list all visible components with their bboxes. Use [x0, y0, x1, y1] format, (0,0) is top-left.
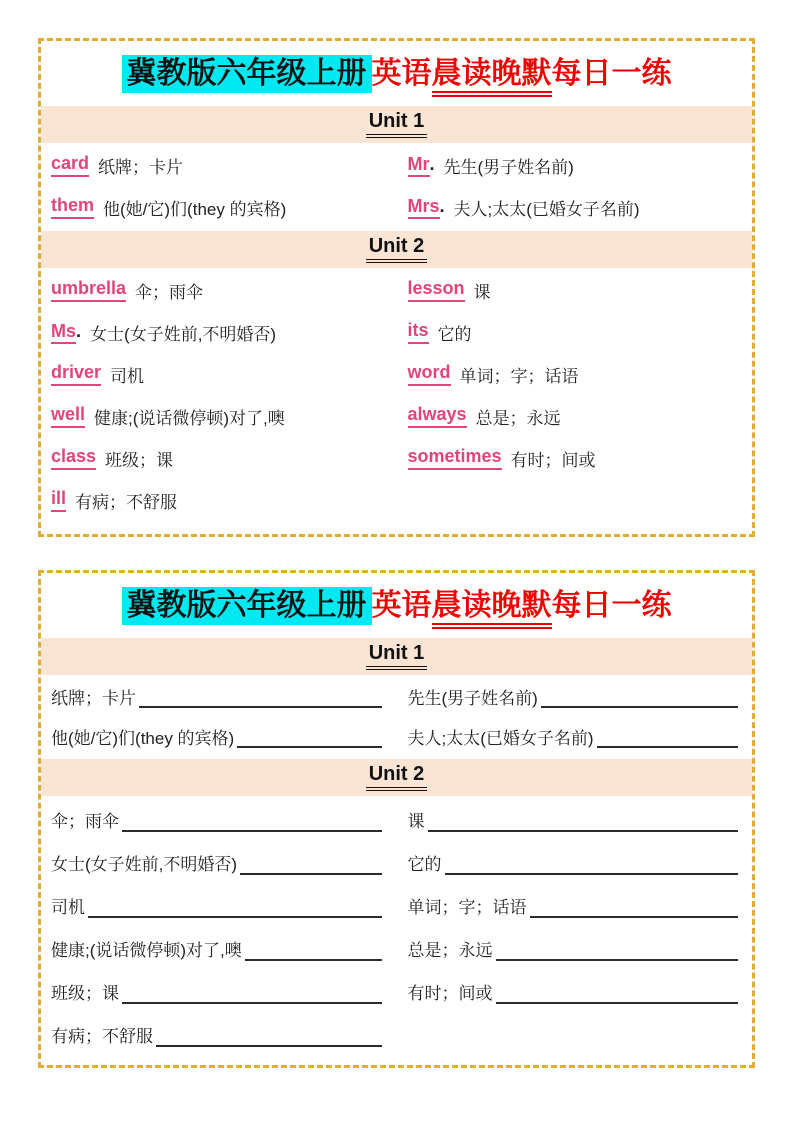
chinese-meaning: 女士(女子姓前,不明婚否): [90, 325, 277, 344]
chinese-meaning: 先生(男子姓名前): [407, 689, 538, 708]
unit-1-vocab-grid: [41, 143, 752, 231]
vocab-entry: [51, 480, 384, 522]
answer-blank: [122, 830, 382, 832]
title-subject: 英语: [371, 57, 432, 90]
practice-entry: [51, 677, 384, 717]
chinese-meaning: 健康;(说话微停顿)对了,噢: [94, 409, 285, 428]
chinese-meaning: 司机: [110, 367, 145, 386]
english-word: class: [51, 447, 96, 470]
practice-entry: [51, 1013, 384, 1056]
answer-blank: [428, 830, 739, 832]
chinese-meaning: 司机: [51, 897, 85, 917]
vocab-entry: [51, 312, 384, 354]
english-word: lesson: [408, 279, 465, 302]
chinese-meaning: 班级；课: [51, 983, 119, 1003]
unit-1-banner: [41, 106, 752, 143]
unit-2-vocab-grid: [41, 268, 752, 524]
answer-blank: [530, 916, 739, 918]
title-book-edition: 冀教版六年级上册: [122, 55, 372, 93]
vocab-entry: [408, 438, 741, 480]
practice-entry: [408, 717, 741, 757]
english-word: ill: [51, 489, 66, 512]
unit-2-label: Unit 2: [366, 763, 428, 791]
practice-entry: [51, 884, 384, 927]
answer-blank: [156, 1045, 382, 1047]
english-word: Mr: [408, 155, 430, 178]
english-word: sometimes: [408, 447, 502, 470]
chinese-meaning: 健康;(说话微停顿)对了,噢: [51, 940, 242, 960]
chinese-meaning: 他(她/它)们(they 的宾格): [51, 729, 235, 748]
vocab-entry: [51, 270, 384, 312]
unit-1-banner: [41, 638, 752, 675]
chinese-meaning: 伞；雨伞: [135, 283, 204, 302]
unit-1-label: Unit 1: [366, 110, 428, 138]
title-daily-drill: 每日一练: [551, 57, 672, 90]
word-suffix: .: [429, 153, 435, 174]
english-word: them: [51, 196, 94, 219]
unit-1-practice-grid: [41, 675, 752, 759]
english-word: word: [408, 363, 451, 386]
vocab-entry: [408, 354, 741, 396]
chinese-meaning: 总是；永远: [407, 940, 493, 960]
practice-entry: [408, 677, 741, 717]
chinese-meaning: 夫人;太太(已婚女子名前): [407, 729, 594, 748]
worksheet-title: [47, 54, 746, 97]
english-word: driver: [51, 363, 101, 386]
chinese-meaning: 有病；不舒服: [51, 1026, 153, 1046]
answer-blank: [88, 916, 382, 918]
title-subject: 英语: [371, 589, 432, 622]
vocab-entry: [408, 270, 741, 312]
title-book-edition: 冀教版六年级上册: [122, 587, 372, 625]
answer-blank: [122, 1002, 382, 1004]
english-word: always: [408, 405, 467, 428]
answer-blank: [597, 746, 738, 748]
practice-entry: [408, 970, 741, 1013]
chinese-meaning: 总是；永远: [475, 409, 561, 428]
chinese-meaning: 单词；字；话语: [407, 897, 527, 917]
practice-entry: [408, 884, 741, 927]
practice-entry: [51, 927, 384, 970]
vocab-panel: [38, 38, 755, 537]
title-practice-type: 晨读晚默: [432, 590, 552, 629]
vocab-entry: [408, 312, 741, 354]
answer-blank: [445, 873, 739, 875]
vocab-entry: [51, 187, 384, 229]
practice-entry: [408, 841, 741, 884]
answer-blank: [496, 959, 739, 961]
worksheet-title: [47, 586, 746, 629]
answer-blank: [541, 706, 738, 708]
chinese-meaning: 先生(男子姓名前): [443, 158, 574, 177]
answer-blank: [139, 706, 382, 708]
chinese-meaning: 他(她/它)们(they 的宾格): [103, 200, 287, 219]
answer-blank: [496, 1002, 739, 1004]
practice-panel: [38, 570, 755, 1068]
english-word: well: [51, 405, 85, 428]
english-word: umbrella: [51, 279, 126, 302]
vocab-entry: [408, 145, 741, 187]
practice-entry: [408, 798, 741, 841]
unit-1-label: Unit 1: [366, 642, 428, 670]
vocab-entry: [51, 354, 384, 396]
answer-blank: [245, 959, 382, 961]
title-practice-type: 晨读晚默: [432, 58, 552, 97]
english-word: its: [408, 321, 429, 344]
practice-entry: [51, 841, 384, 884]
vocab-entry: [408, 187, 741, 229]
chinese-meaning: 有时；间或: [510, 451, 596, 470]
answer-blank: [237, 746, 381, 748]
vocab-entry: [51, 438, 384, 480]
practice-entry: [51, 970, 384, 1013]
english-word: Mrs: [408, 197, 440, 220]
vocab-entry: [51, 396, 384, 438]
word-suffix: .: [439, 195, 445, 216]
english-word: card: [51, 154, 89, 177]
practice-entry: [51, 798, 384, 841]
word-suffix: .: [76, 320, 82, 341]
practice-entry: [408, 927, 741, 970]
unit-2-banner: [41, 231, 752, 268]
chinese-meaning: 它的: [437, 325, 472, 344]
unit-2-banner: [41, 759, 752, 796]
title-daily-drill: 每日一练: [551, 589, 672, 622]
answer-blank: [240, 873, 381, 875]
chinese-meaning: 纸牌；卡片: [98, 158, 184, 177]
chinese-meaning: 夫人;太太(已婚女子名前): [453, 200, 640, 219]
english-word: Ms: [51, 322, 76, 345]
vocab-entry: [408, 396, 741, 438]
chinese-meaning: 伞；雨伞: [51, 811, 119, 831]
chinese-meaning: 纸牌；卡片: [51, 689, 136, 708]
chinese-meaning: 班级；课: [105, 451, 174, 470]
chinese-meaning: 单词；字；话语: [459, 367, 579, 386]
unit-2-practice-grid: [41, 796, 752, 1058]
chinese-meaning: 有时；间或: [407, 983, 493, 1003]
chinese-meaning: 女士(女子姓前,不明婚否): [51, 854, 238, 874]
chinese-meaning: 课: [407, 811, 425, 831]
vocab-entry: [51, 145, 384, 187]
unit-2-label: Unit 2: [366, 235, 428, 263]
chinese-meaning: 课: [473, 283, 491, 302]
chinese-meaning: 它的: [407, 854, 442, 874]
chinese-meaning: 有病；不舒服: [75, 493, 178, 512]
practice-entry: [51, 717, 384, 757]
